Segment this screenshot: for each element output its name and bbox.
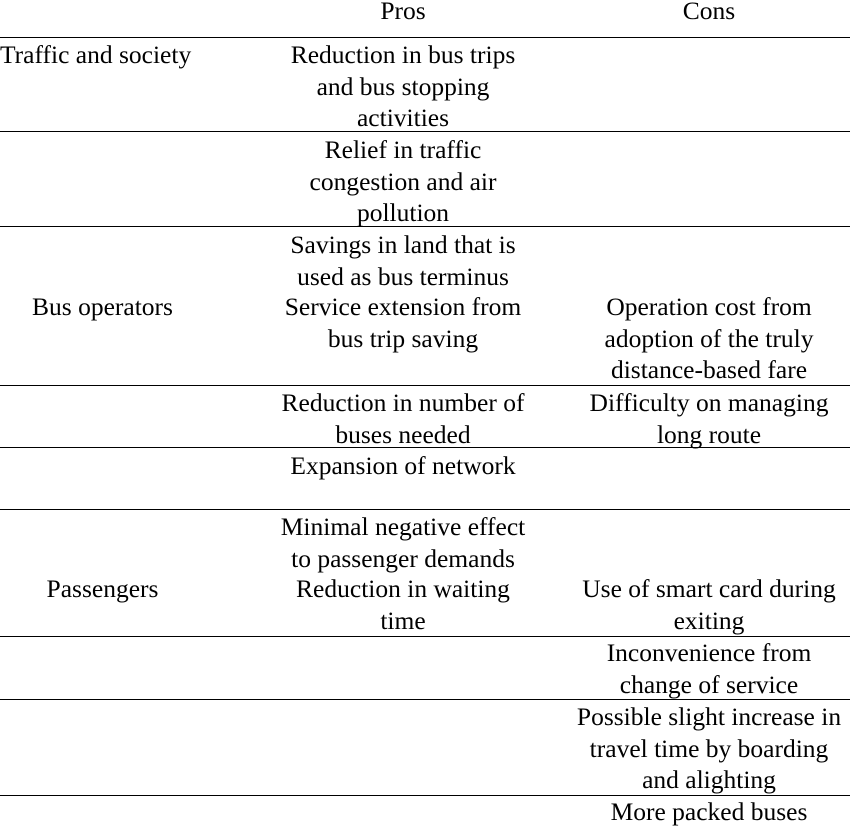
- row-pros: [250, 573, 556, 636]
- row-divider: [0, 37, 850, 38]
- row-pros: [250, 450, 556, 482]
- pros-line: used as bus terminus: [297, 261, 509, 291]
- pros-line: and bus stopping: [316, 71, 490, 101]
- pros-line: buses needed: [335, 419, 471, 449]
- cons-line: Difficulty on managing: [589, 388, 829, 417]
- row-cons: [564, 573, 850, 636]
- cons-line: travel time by boarding: [589, 733, 829, 763]
- row-pros: [250, 291, 556, 354]
- row-cons: [564, 796, 850, 828]
- row-divider: [0, 385, 850, 386]
- pros-line: Reduction in waiting: [296, 574, 510, 603]
- pros-line: Reduction in bus trips: [290, 40, 516, 69]
- row-cons: [564, 387, 850, 450]
- pros-line: pollution: [356, 198, 450, 227]
- cons-line: Operation cost from: [606, 292, 812, 321]
- row-divider: [0, 509, 850, 510]
- cons-line: Inconvenience from: [606, 638, 812, 667]
- header-pros: Pros: [380, 0, 426, 25]
- row-pros: [250, 511, 556, 574]
- row-cons: [564, 701, 850, 796]
- pros-line: activities: [356, 103, 450, 132]
- cons-line: change of service: [619, 669, 799, 699]
- row-pros: [250, 134, 556, 229]
- pros-line: Reduction in number of: [281, 388, 525, 417]
- pros-line: to passenger demands: [291, 543, 515, 573]
- pros-line: Savings in land that is: [290, 230, 516, 259]
- pros-line: Minimal negative effect: [280, 512, 526, 541]
- row-pros: [250, 39, 556, 134]
- header-cons: Cons: [682, 0, 736, 25]
- row-divider: [0, 699, 850, 700]
- row-pros: [250, 387, 556, 450]
- pros-line: congestion and air: [309, 166, 497, 196]
- cons-line: exiting: [673, 605, 745, 635]
- pros-line: Expansion of network: [290, 451, 516, 480]
- row-group-label: Bus operators: [32, 292, 173, 321]
- row-divider: [0, 447, 850, 448]
- cons-line: Use of smart card during: [582, 574, 836, 603]
- cons-line: More packed buses: [610, 797, 808, 826]
- cons-line: distance-based fare: [610, 355, 808, 384]
- row-group-label: Passengers: [46, 574, 159, 603]
- pros-line: time: [380, 605, 426, 635]
- row-divider: [0, 131, 850, 132]
- pros-line: Service extension from: [284, 292, 522, 321]
- row-cons: [564, 637, 850, 700]
- cons-line: adoption of the truly: [604, 323, 814, 353]
- row-pros: [250, 229, 556, 292]
- row-divider: [0, 226, 850, 227]
- row-cons: [564, 291, 850, 386]
- cons-line: and alighting: [642, 765, 776, 794]
- pros-line: bus trip saving: [327, 323, 479, 353]
- row-divider: [0, 795, 850, 796]
- cons-line: Possible slight increase in: [576, 702, 842, 731]
- pros-line: Relief in traffic: [324, 135, 482, 164]
- cons-line: long route: [656, 419, 762, 449]
- row-divider: [0, 636, 850, 637]
- row-group-label: Traffic and society: [0, 40, 192, 69]
